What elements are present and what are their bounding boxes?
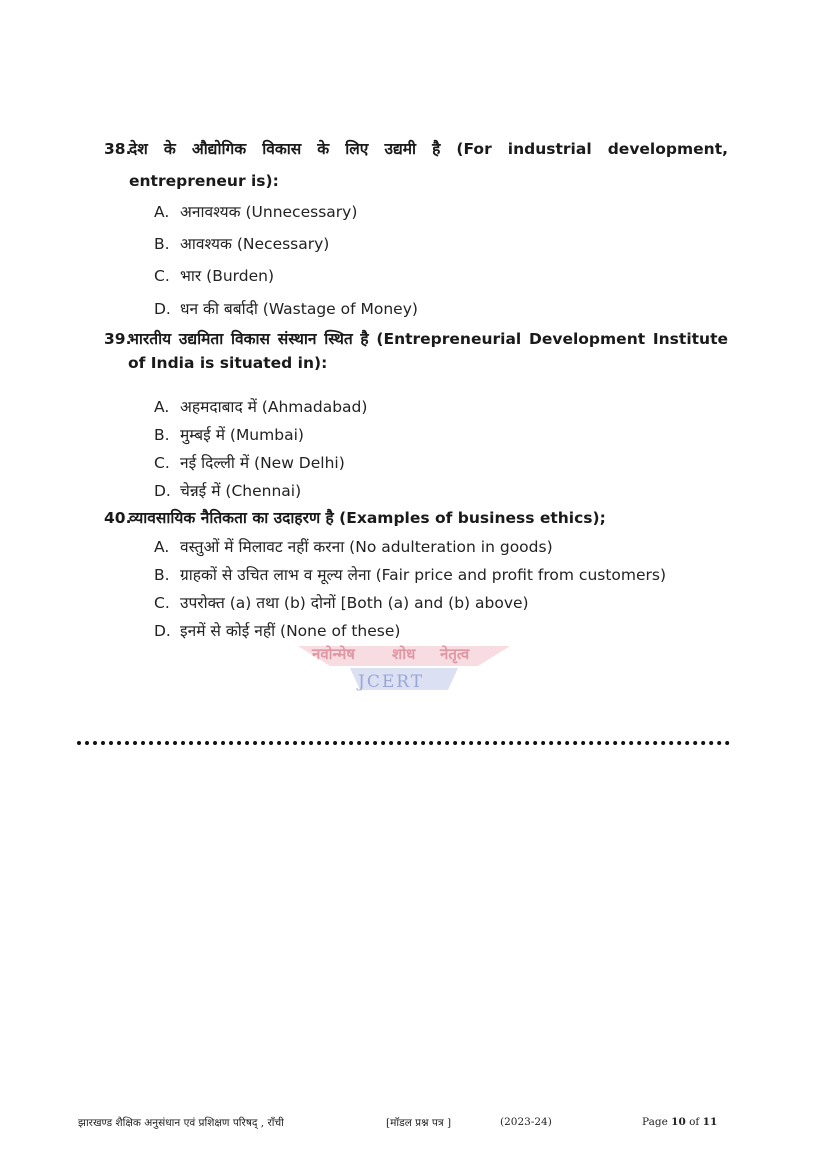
option-text: अहमदाबाद में (Ahmadabad): [180, 398, 368, 416]
footer-page-number: [642, 1116, 717, 1128]
section-divider: [77, 741, 730, 745]
question-38: [104, 133, 728, 197]
page-of: of: [689, 1116, 700, 1128]
option-text: चेन्नई में (Chennai): [180, 482, 302, 500]
option-40-a: [154, 535, 553, 557]
option-38-d: [154, 297, 418, 319]
question-number: 39.: [104, 330, 132, 348]
option-text: वस्तुओं में मिलावट नहीं करना (No adulteration in goods): [180, 538, 553, 556]
option-text: उपरोक्त (a) तथा (b) दोनों [Both (a) and (b) above): [180, 594, 529, 612]
option-text: आवश्यक (Necessary): [180, 235, 330, 253]
watermark-word: शोध: [392, 645, 416, 663]
option-label: A.: [154, 398, 170, 416]
option-38-a: [154, 200, 357, 222]
option-text: ग्राहकों से उचित लाभ व मूल्य लेना (Fair price and profit from customers): [180, 566, 667, 584]
option-label: A.: [154, 203, 170, 221]
page-prefix: Page: [642, 1116, 668, 1128]
question-39: [104, 327, 728, 375]
page-total: 11: [702, 1116, 718, 1128]
option-label: D.: [154, 622, 171, 640]
jcert-watermark: [298, 642, 510, 694]
question-number: 40.: [104, 509, 132, 527]
option-label: C.: [154, 594, 170, 612]
option-39-d: [154, 479, 301, 501]
question-stem: व्यावसायिक नैतिकता का उदाहरण है (Examples of business ethics);: [129, 509, 606, 527]
option-label: D.: [154, 300, 171, 318]
footer-paper-type: [मॉडल प्रश्न पत्र ]: [386, 1117, 452, 1129]
option-39-b: [154, 423, 304, 445]
option-text: मुम्बई में (Mumbai): [180, 426, 304, 444]
option-label: B.: [154, 426, 170, 444]
page-current: 10: [671, 1116, 686, 1128]
watermark-org: JCERT: [358, 672, 425, 692]
option-text: भार (Burden): [180, 267, 275, 285]
option-text: अनावश्यक (Unnecessary): [180, 203, 358, 221]
option-label: B.: [154, 566, 170, 584]
option-label: A.: [154, 538, 170, 556]
option-40-b: [154, 563, 666, 585]
option-text: नई दिल्ली में (New Delhi): [180, 454, 345, 472]
option-label: C.: [154, 267, 170, 285]
option-label: B.: [154, 235, 170, 253]
footer-council: झारखण्ड शैक्षिक अनुसंधान एवं प्रशिक्षण परिषद् , राँची: [78, 1117, 284, 1129]
watermark-word: नेतृत्व: [440, 645, 470, 663]
option-40-c: [154, 591, 529, 613]
question-stem: देश के औद्योगिक विकास के लिए उद्यमी है (For industrial development, entrepreneur is):: [129, 140, 728, 190]
footer-session: (2023-24): [500, 1116, 552, 1128]
option-39-a: [154, 395, 367, 417]
option-label: C.: [154, 454, 170, 472]
option-38-b: [154, 232, 329, 254]
option-text: इनमें से कोई नहीं (None of these): [180, 622, 401, 640]
question-40: [104, 506, 728, 530]
option-39-c: [154, 451, 345, 473]
question-stem: भारतीय उद्यमिता विकास संस्थान स्थित है (Entrepreneurial Development Institute of India is situated in):: [128, 330, 728, 372]
option-label: D.: [154, 482, 171, 500]
option-38-c: [154, 264, 274, 286]
option-text: धन की बर्बादी (Wastage of Money): [180, 300, 418, 318]
watermark-word: नवोन्मेष: [312, 645, 355, 663]
option-40-d: [154, 619, 400, 641]
question-number: 38.: [104, 140, 132, 158]
